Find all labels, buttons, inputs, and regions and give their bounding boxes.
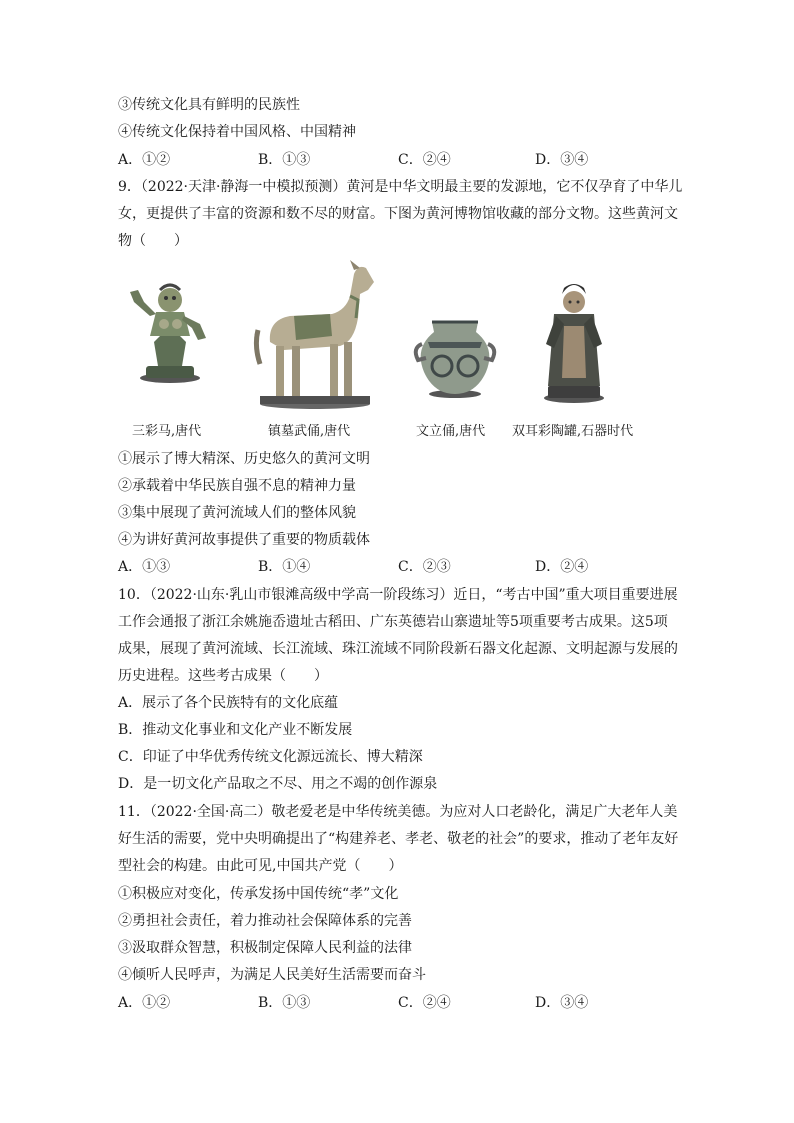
- q11-option-d[interactable]: D．③④: [535, 995, 589, 1011]
- q9-stem-line-2: 女，更提供了丰富的资源和数不尽的财富。下图为黄河博物馆收藏的部分文物。这些黄河文: [118, 206, 678, 222]
- q11-statement-2: ②勇担社会责任，着力推动社会保障体系的完善: [118, 913, 412, 929]
- q10-option-d[interactable]: D．是一切文化产品取之不尽、用之不竭的创作源泉: [118, 776, 438, 792]
- q11-statement-3: ③汲取群众智慧，积极制定保障人民利益的法律: [118, 940, 412, 956]
- q11-stem-line-1: 11．（2022·全国·高二）敬老爱老是中华传统美德。为应对人口老龄化，满足广大老年人美: [118, 804, 678, 820]
- q9-option-d[interactable]: D．②④: [535, 559, 589, 575]
- q8-options: [118, 150, 678, 170]
- q10-stem-line-3: 成果，展现了黄河流域、长江流域、珠江流域不同阶段新石器文化起源、文明起源与发展的: [118, 641, 678, 657]
- q9-stem-line-1: 9．（2022·天津·静海一中模拟预测）黄河是中华文明最主要的发源地，它不仅孕育了中华儿: [118, 179, 683, 195]
- caption-1: 三彩马,唐代: [132, 424, 202, 439]
- q9-option-a[interactable]: A．①③: [118, 559, 171, 575]
- civil-official-figurine-icon: [534, 274, 614, 404]
- q8-statement-3: ③传统文化具有鲜明的民族性: [118, 97, 300, 113]
- q8-option-a[interactable]: A．①②: [118, 152, 171, 168]
- q9-stem-line-3: 物（ ）: [118, 233, 188, 249]
- caption-3: 文立俑,唐代: [416, 424, 486, 439]
- artifacts-figure: [118, 258, 678, 440]
- q11-statement-1: ①积极应对变化，传承发扬中国传统“孝”文化: [118, 886, 399, 902]
- q9-option-c[interactable]: C．②③: [398, 559, 451, 575]
- q9-option-b[interactable]: B．①④: [258, 559, 311, 575]
- q10-option-a[interactable]: A．展示了各个民族特有的文化底蕴: [118, 695, 339, 711]
- q10-option-b[interactable]: B．推动文化事业和文化产业不断发展: [118, 722, 353, 738]
- warrior-figurine-icon: [120, 272, 220, 384]
- q8-statement-4: ④传统文化保持着中国风格、中国精神: [118, 124, 356, 140]
- q11-statement-4: ④倾听人民呼声，为满足人民美好生活需要而奋斗: [118, 967, 426, 983]
- q9-options: [118, 557, 678, 577]
- q11-stem-line-2: 好生活的需要，党中央明确提出了“构建养老、孝老、敬老的社会”的要求，推动了老年友好: [118, 831, 679, 847]
- tang-horse-icon: [250, 260, 380, 410]
- q11-option-c[interactable]: C．②④: [398, 995, 451, 1011]
- caption-2: 镇墓武俑,唐代: [268, 424, 351, 439]
- q8-option-b[interactable]: B．①③: [258, 152, 311, 168]
- q9-statement-4: ④为讲好黄河故事提供了重要的物质载体: [118, 532, 370, 548]
- q10-option-c[interactable]: C．印证了中华优秀传统文化源远流长、博大精深: [118, 749, 423, 765]
- q10-stem-line-4: 历史进程。这些考古成果（ ）: [118, 668, 328, 684]
- q11-options: [118, 993, 678, 1013]
- q11-option-b[interactable]: B．①③: [258, 995, 311, 1011]
- q10-stem-line-2: 工作会通报了浙江余姚施岙遗址古稻田、广东英德岩山寨遗址等5项重要考古成果。这5项: [118, 614, 668, 630]
- caption-4: 双耳彩陶罐,石器时代: [512, 424, 634, 439]
- q10-stem-line-1: 10．（2022·山东·乳山市银滩高级中学高一阶段练习）近日，“考古中国”重大项目重要进展: [118, 587, 678, 603]
- q9-statement-1: ①展示了博大精深、历史悠久的黄河文明: [118, 451, 370, 467]
- double-handled-jar-icon: [410, 314, 500, 398]
- q11-option-a[interactable]: A．①②: [118, 995, 171, 1011]
- q9-statement-2: ②承载着中华民族自强不息的精神力量: [118, 478, 356, 494]
- q8-option-d[interactable]: D．③④: [535, 152, 589, 168]
- q11-stem-line-3: 型社会的构建。由此可见,中国共产党（ ）: [118, 858, 403, 874]
- q9-statement-3: ③集中展现了黄河流域人们的整体风貌: [118, 505, 356, 521]
- q8-option-c[interactable]: C．②④: [398, 152, 451, 168]
